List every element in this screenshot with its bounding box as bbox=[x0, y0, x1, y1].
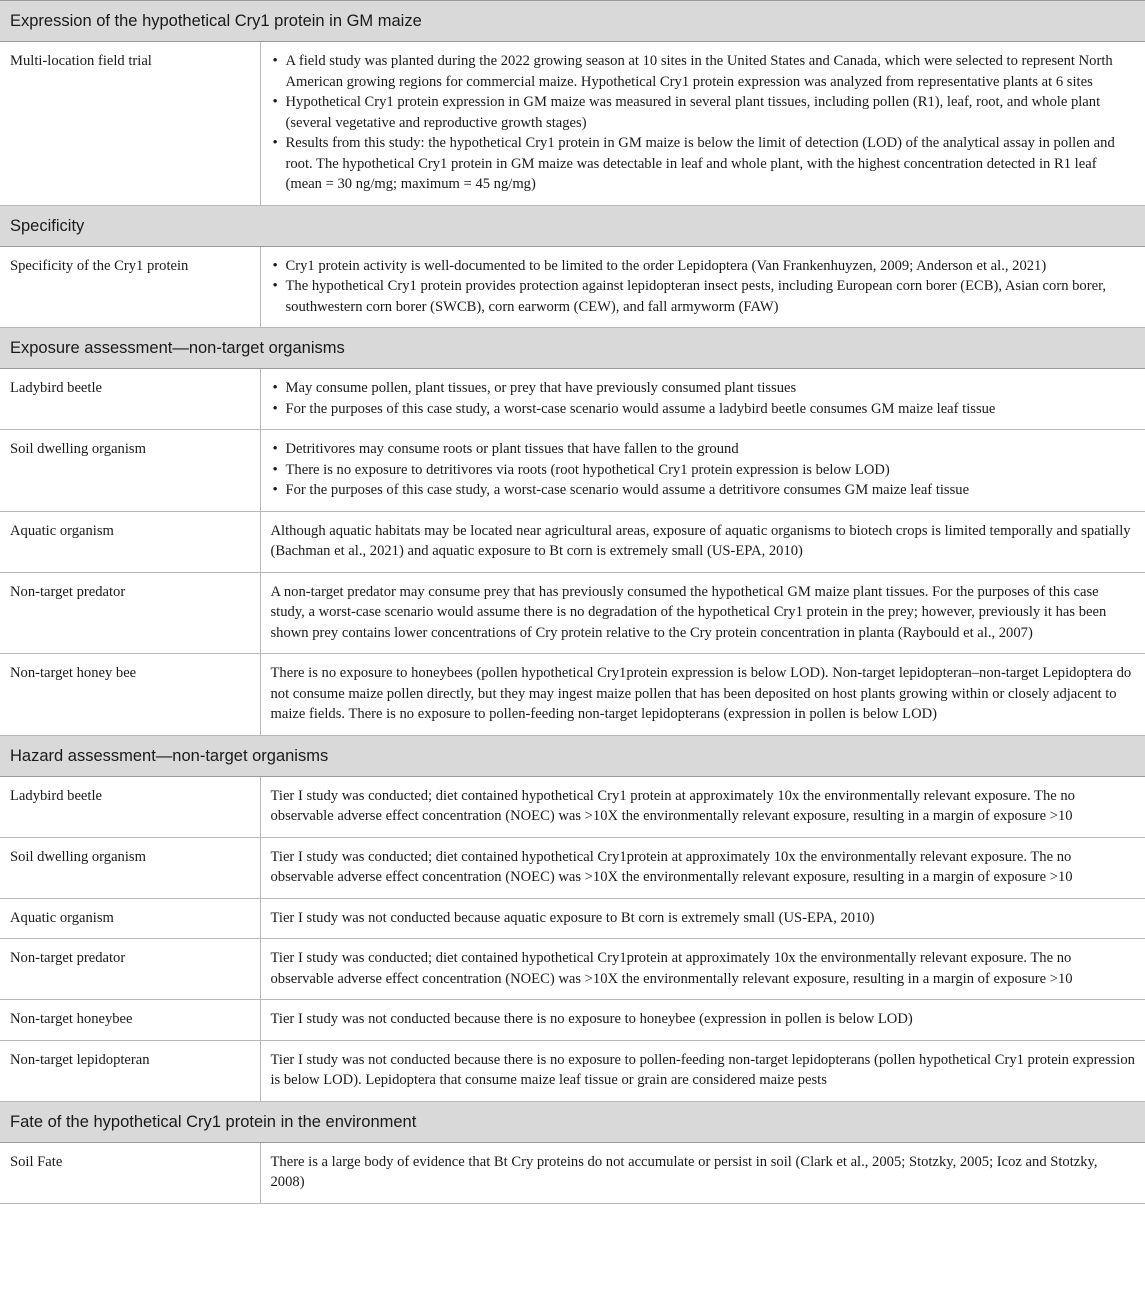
row-label: Soil Fate bbox=[0, 1142, 260, 1203]
section-header-row bbox=[0, 735, 1145, 776]
bullet-item: • There is no exposure to detritivores via roots (root hypothetical Cry1 protein expression is below LOD) bbox=[271, 460, 1136, 481]
row-label: Non-target predator bbox=[0, 572, 260, 654]
row-label: Non-target honey bee bbox=[0, 654, 260, 736]
row-content: Tier I study was not conducted because there is no exposure to honeybee (expression in pollen is below LOD) bbox=[260, 1000, 1145, 1041]
bullet-item: • Cry1 protein activity is well-documented to be limited to the order Lepidoptera (Van Frankenhuyzen, 2009; Anderson et al., 2021) bbox=[271, 256, 1136, 277]
table-body bbox=[0, 1, 1145, 1204]
table-row bbox=[0, 246, 1145, 328]
bullet-item: • A field study was planted during the 2022 growing season at 10 sites in the United States and Canada, which were selected to represent North American growing regions for commercial maize. Hypothetical Cry1 protein expression was analyzed from representative plants at 6 sites bbox=[271, 51, 1136, 92]
section-title: Hazard assessment—non-target organisms bbox=[0, 735, 1145, 776]
row-label: Aquatic organism bbox=[0, 511, 260, 572]
table-row bbox=[0, 1040, 1145, 1101]
bullet-item: • For the purposes of this case study, a worst-case scenario would assume a ladybird beetle consumes GM maize leaf tissue bbox=[271, 399, 1136, 420]
row-label: Soil dwelling organism bbox=[0, 430, 260, 512]
row-label: Soil dwelling organism bbox=[0, 837, 260, 898]
section-title: Fate of the hypothetical Cry1 protein in the environment bbox=[0, 1101, 1145, 1142]
row-content bbox=[260, 42, 1145, 206]
row-label: Ladybird beetle bbox=[0, 776, 260, 837]
row-content: Tier I study was not conducted because aquatic exposure to Bt corn is extremely small (US-EPA, 2010) bbox=[260, 898, 1145, 939]
row-label: Ladybird beetle bbox=[0, 369, 260, 430]
row-content: There is a large body of evidence that Bt Cry proteins do not accumulate or persist in soil (Clark et al., 2005; Stotzky, 2005; Icoz and Stotzky, 2008) bbox=[260, 1142, 1145, 1203]
row-content: Tier I study was not conducted because there is no exposure to pollen-feeding non-target lepidopterans (pollen hypothetical Cry1 protein expression is below LOD). Lepidoptera that consume maize leaf tissue or grain are considered maize pests bbox=[260, 1040, 1145, 1101]
bullet-list bbox=[271, 439, 1136, 501]
row-content bbox=[260, 246, 1145, 328]
row-content bbox=[260, 369, 1145, 430]
row-content: Tier I study was conducted; diet contained hypothetical Cry1protein at approximately 10x the environmentally relevant exposure. The no observable adverse effect concentration (NOEC) was >10X the environmentally relevant exposure, resulting in a margin of exposure >10 bbox=[260, 939, 1145, 1000]
section-header-row bbox=[0, 1, 1145, 42]
bullet-list bbox=[271, 256, 1136, 318]
table-row bbox=[0, 369, 1145, 430]
table-row bbox=[0, 939, 1145, 1000]
bullet-item: • Hypothetical Cry1 protein expression in GM maize was measured in several plant tissues, including pollen (R1), leaf, root, and whole plant (several vegetative and reproductive growth stages) bbox=[271, 92, 1136, 133]
table-row bbox=[0, 572, 1145, 654]
table-row bbox=[0, 1142, 1145, 1203]
row-label: Multi-location field trial bbox=[0, 42, 260, 206]
table-row bbox=[0, 511, 1145, 572]
section-title: Expression of the hypothetical Cry1 protein in GM maize bbox=[0, 1, 1145, 42]
bullet-list bbox=[271, 378, 1136, 419]
row-label: Non-target honeybee bbox=[0, 1000, 260, 1041]
bullet-item: • For the purposes of this case study, a worst-case scenario would assume a detritivore consumes GM maize leaf tissue bbox=[271, 480, 1136, 501]
bullet-item: • May consume pollen, plant tissues, or prey that have previously consumed plant tissues bbox=[271, 378, 1136, 399]
section-title: Specificity bbox=[0, 205, 1145, 246]
row-content bbox=[260, 430, 1145, 512]
row-content: There is no exposure to honeybees (pollen hypothetical Cry1protein expression is below LOD). Non-target lepidopteran–non-target Lepidoptera do not consume maize pollen directly, but they may ingest maize pollen that has been deposited on host plants growing within or closely adjacent to maize fields. There is no exposure to pollen-feeding non-target lepidopterans (expression in pollen is below LOD) bbox=[260, 654, 1145, 736]
bullet-list bbox=[271, 51, 1136, 195]
row-label: Non-target lepidopteran bbox=[0, 1040, 260, 1101]
table-row bbox=[0, 654, 1145, 736]
table-row bbox=[0, 42, 1145, 206]
bullet-item: • Results from this study: the hypothetical Cry1 protein in GM maize is below the limit of detection (LOD) of the analytical assay in pollen and root. The hypothetical Cry1 protein in GM maize was detectable in leaf and whole plant, with the highest concentration detected in R1 leaf (mean = 30 ng/mg; maximum = 45 ng/mg) bbox=[271, 133, 1136, 195]
section-header-row bbox=[0, 328, 1145, 369]
table-row bbox=[0, 898, 1145, 939]
row-content: Although aquatic habitats may be located near agricultural areas, exposure of aquatic organisms to biotech crops is limited temporally and spatially (Bachman et al., 2021) and aquatic exposure to Bt corn is extremely small (US-EPA, 2010) bbox=[260, 511, 1145, 572]
section-header-row bbox=[0, 1101, 1145, 1142]
table-row bbox=[0, 837, 1145, 898]
table-row bbox=[0, 430, 1145, 512]
section-title: Exposure assessment—non-target organisms bbox=[0, 328, 1145, 369]
section-header-row bbox=[0, 205, 1145, 246]
bullet-item: • Detritivores may consume roots or plant tissues that have fallen to the ground bbox=[271, 439, 1136, 460]
row-label: Specificity of the Cry1 protein bbox=[0, 246, 260, 328]
row-content: Tier I study was conducted; diet contained hypothetical Cry1protein at approximately 10x the environmentally relevant exposure. The no observable adverse effect concentration (NOEC) was >10X the environmentally relevant exposure, resulting in a margin of exposure >10 bbox=[260, 837, 1145, 898]
row-label: Non-target predator bbox=[0, 939, 260, 1000]
table-row bbox=[0, 1000, 1145, 1041]
bullet-item: • The hypothetical Cry1 protein provides protection against lepidopteran insect pests, including European corn borer (ECB), Asian corn borer, southwestern corn borer (SWCB), corn earworm (CEW), and fall armyworm (FAW) bbox=[271, 276, 1136, 317]
table-row bbox=[0, 776, 1145, 837]
row-content: A non-target predator may consume prey that has previously consumed the hypothetical GM maize plant tissues. For the purposes of this case study, a worst-case scenario would assume there is no degradation of the hypothetical Cry1 protein in the prey; however, previously it has been shown prey contains lower concentrations of Cry protein relative to the Cry protein concentration in planta (Raybould et al., 2007) bbox=[260, 572, 1145, 654]
row-label: Aquatic organism bbox=[0, 898, 260, 939]
row-content: Tier I study was conducted; diet contained hypothetical Cry1 protein at approximately 10x the environmentally relevant exposure. The no observable adverse effect concentration (NOEC) was >10X the environmentally relevant exposure, resulting in a margin of exposure >10 bbox=[260, 776, 1145, 837]
